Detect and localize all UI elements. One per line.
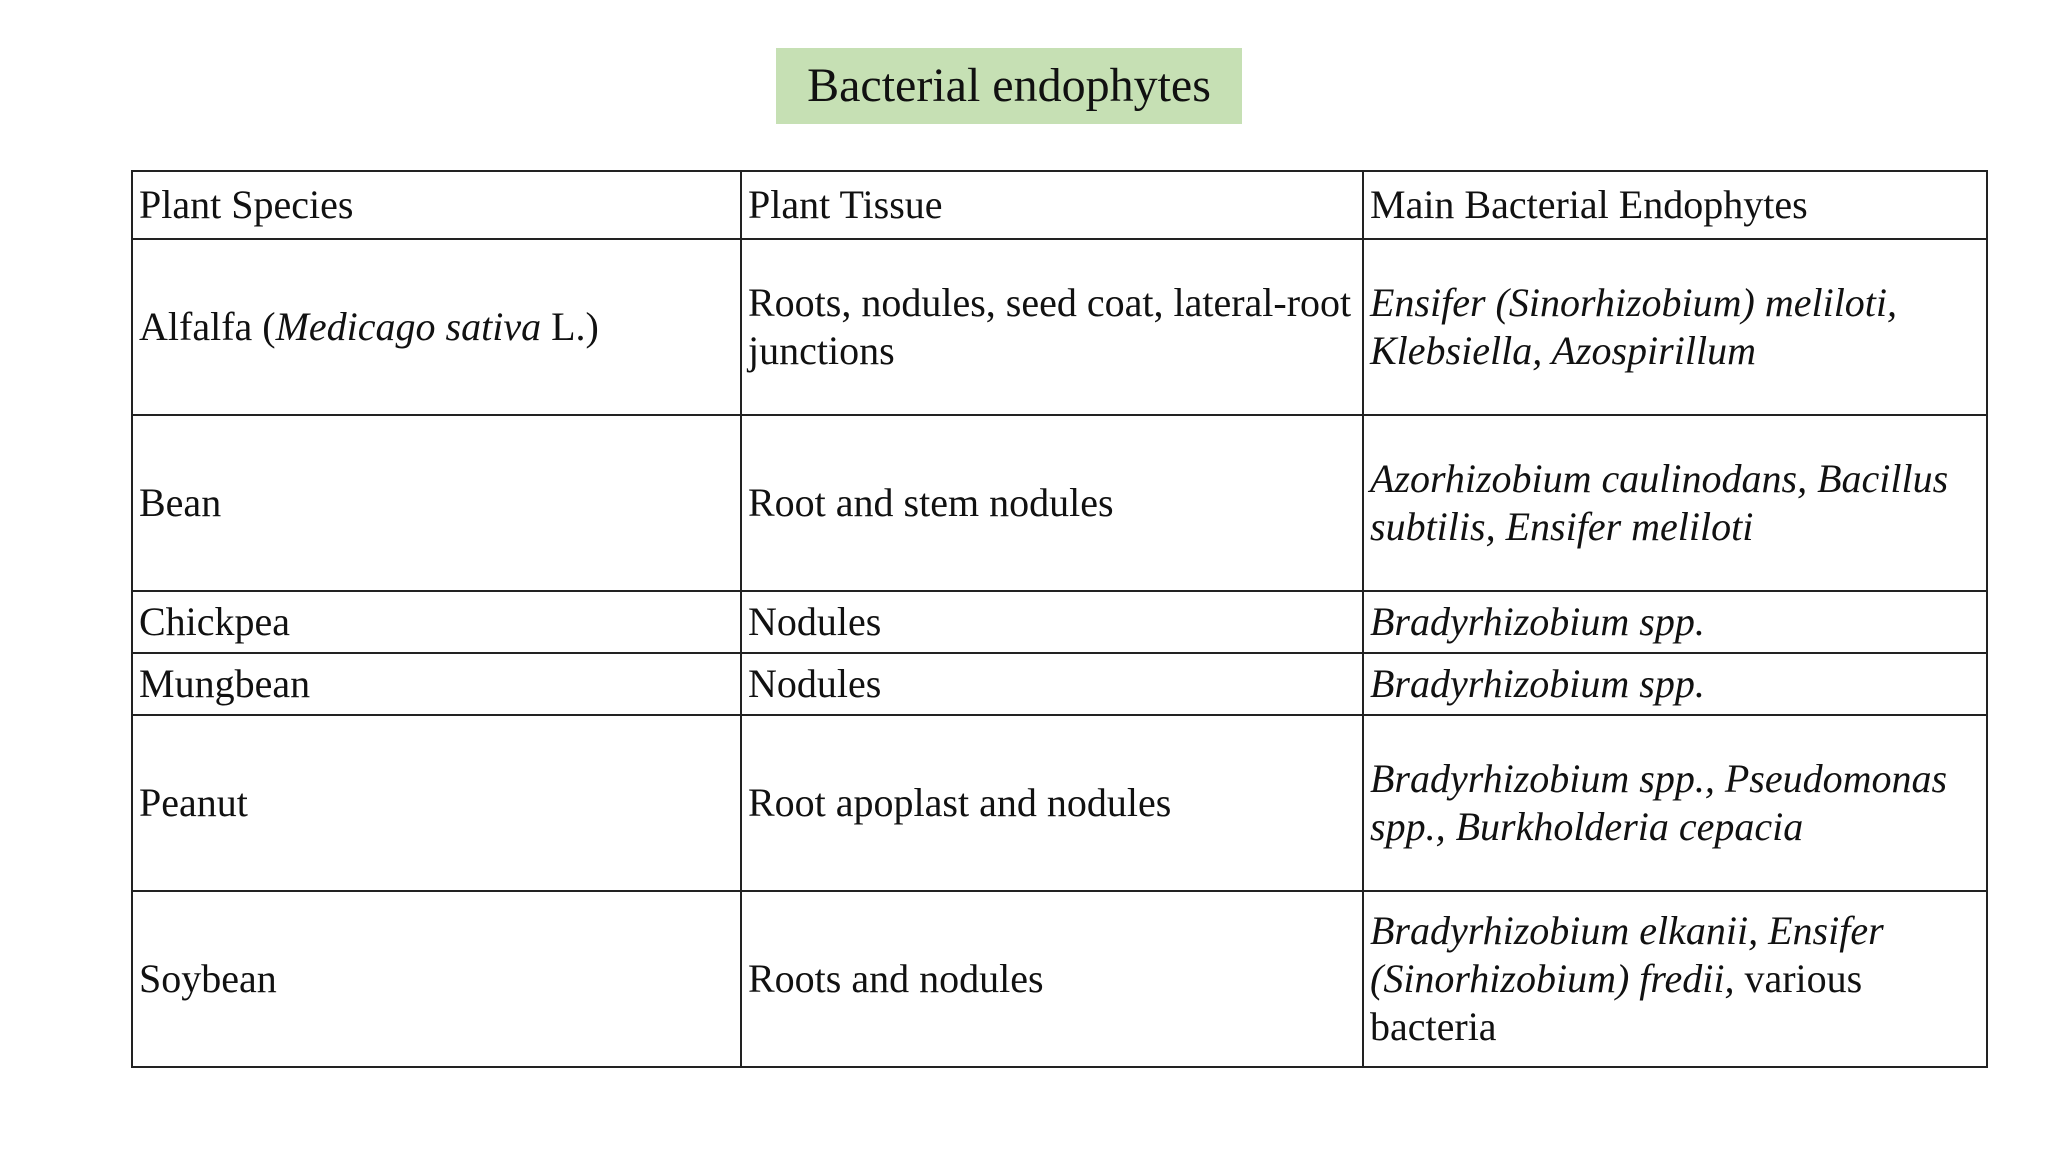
endophytes-text: Bradyrhizobium spp.	[1370, 661, 1705, 706]
endophytes-text: Bradyrhizobium elkanii, Ensifer (Sinorhizobium) fredii,	[1370, 908, 1884, 1001]
cell-species	[132, 415, 741, 591]
table-row	[132, 415, 1987, 591]
endophytes-text: Bradyrhizobium spp., Pseudomonas spp., Burkholderia cepacia	[1370, 756, 1948, 849]
endophyte-table	[131, 170, 1988, 1068]
header-main-endophytes: Main Bacterial Endophytes	[1363, 171, 1987, 239]
cell-tissue: Nodules	[741, 653, 1363, 715]
cell-tissue: Nodules	[741, 591, 1363, 653]
cell-endophytes	[1363, 591, 1987, 653]
table-header-row	[132, 171, 1987, 239]
endophytes-text: various bacteria	[1370, 956, 1863, 1049]
cell-species	[132, 239, 741, 415]
table-row	[132, 715, 1987, 891]
endophytes-text: Bradyrhizobium spp.	[1370, 599, 1705, 644]
table-row	[132, 239, 1987, 415]
table-row	[132, 591, 1987, 653]
title-banner	[776, 48, 1242, 124]
header-plant-tissue: Plant Tissue	[741, 171, 1363, 239]
species-text: Soybean	[139, 956, 277, 1001]
cell-tissue: Root apoplast and nodules	[741, 715, 1363, 891]
cell-species	[132, 653, 741, 715]
species-text: L.)	[541, 304, 599, 349]
cell-species	[132, 591, 741, 653]
species-text: Mungbean	[139, 661, 311, 706]
cell-endophytes	[1363, 239, 1987, 415]
species-scientific-name: Medicago sativa	[275, 304, 542, 349]
cell-species	[132, 891, 741, 1067]
cell-tissue: Roots, nodules, seed coat, lateral-root junctions	[741, 239, 1363, 415]
cell-tissue: Roots and nodules	[741, 891, 1363, 1067]
species-text: Chickpea	[139, 599, 291, 644]
species-text: Alfalfa (	[139, 304, 276, 349]
table-row	[132, 653, 1987, 715]
endophytes-text: Ensifer (Sinorhizobium) meliloti, Klebsiella, Azospirillum	[1370, 280, 1898, 373]
page-title: Bacterial endophytes	[807, 59, 1211, 112]
species-text: Peanut	[139, 780, 248, 825]
cell-endophytes	[1363, 715, 1987, 891]
header-plant-species: Plant Species	[132, 171, 741, 239]
cell-species	[132, 715, 741, 891]
cell-endophytes	[1363, 415, 1987, 591]
cell-endophytes	[1363, 891, 1987, 1067]
endophytes-text: Azorhizobium caulinodans, Bacillus subtilis, Ensifer meliloti	[1370, 456, 1949, 549]
table-row	[132, 891, 1987, 1067]
cell-tissue: Root and stem nodules	[741, 415, 1363, 591]
species-text: Bean	[139, 480, 222, 525]
cell-endophytes	[1363, 653, 1987, 715]
